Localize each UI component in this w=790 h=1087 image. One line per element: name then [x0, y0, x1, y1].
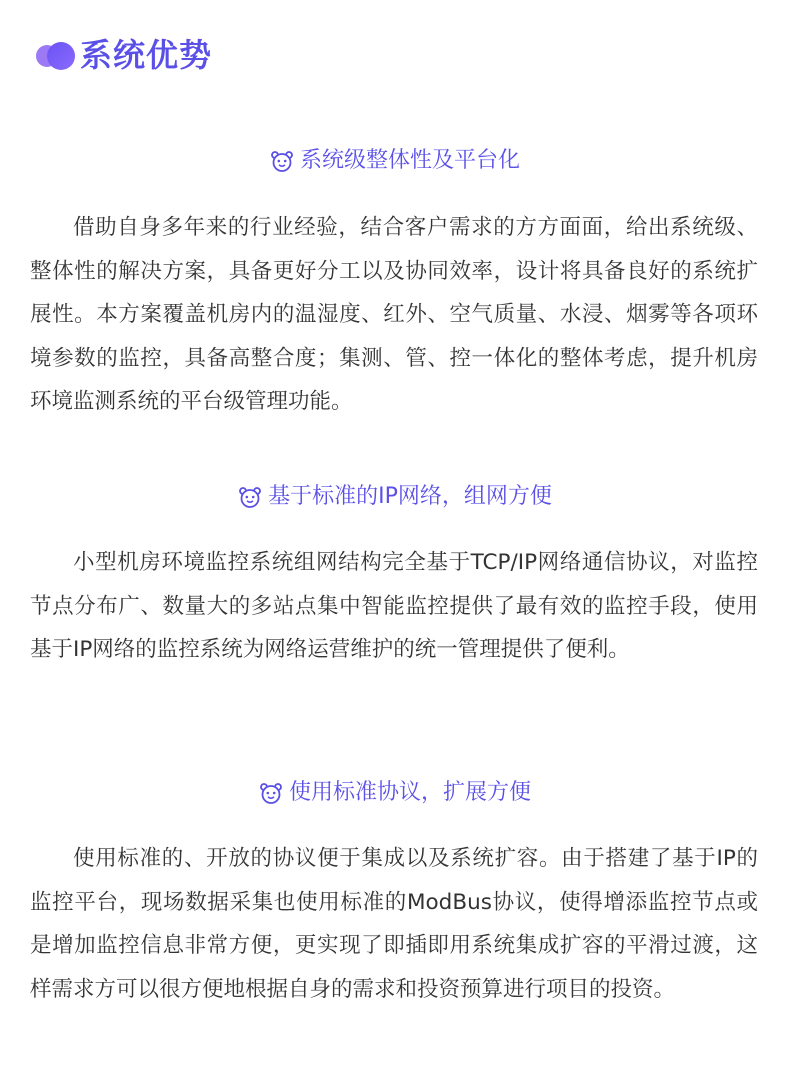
section-paragraph: 使用标准的、开放的协议便于集成以及系统扩容。由于搭建了基于IP的监控平台，现场数据采集也使用标准的ModBus协议，使得增添监控节点或是增加监控信息非常方便，更实现了即插即用系统集成扩容的平滑过渡，这样需求方可以很方便地根据自身的需求和投资预算进行项目的投资。 — [30, 846, 758, 1002]
section-header — [36, 34, 212, 76]
bear-face-icon — [259, 781, 283, 805]
page-title: 系统优势 — [80, 36, 213, 74]
section-heading-label: 使用标准协议，扩展方便 — [288, 780, 531, 805]
section-heading-label: 基于标准的IP网络，组网方便 — [268, 484, 552, 509]
section-paragraph: 小型机房环境监控系统组网结构完全基于TCP/IP网络通信协议，对监控节点分布广、数量大的多站点集中智能监控提供了最有效的监控手段，使用基于IP网络的监控系统为网络运营维护的统一管理提供了便利。 — [30, 550, 758, 662]
section-paragraph: 借助自身多年来的行业经验，结合客户需求的方方面面，给出系统级、整体性的解决方案，具备更好分工以及协同效率，设计将具备良好的系统扩展性。本方案覆盖机房内的温湿度、红外、空气质量、水浸、烟雾等各项环境参数的监控，具备高整合度；集测、管、控一体化的整体考虑，提升机房环境监测系统的平台级管理功能。 — [30, 215, 758, 414]
dot-front — [47, 42, 75, 70]
section-heading-standard-protocol — [0, 777, 790, 809]
two-dots-icon — [36, 36, 74, 74]
section-heading-ip-network — [0, 481, 790, 513]
bear-face-icon — [270, 149, 294, 173]
section-heading-platform — [0, 145, 790, 177]
section-heading-label: 系统级整体性及平台化 — [299, 148, 520, 173]
bear-face-icon — [238, 485, 262, 509]
